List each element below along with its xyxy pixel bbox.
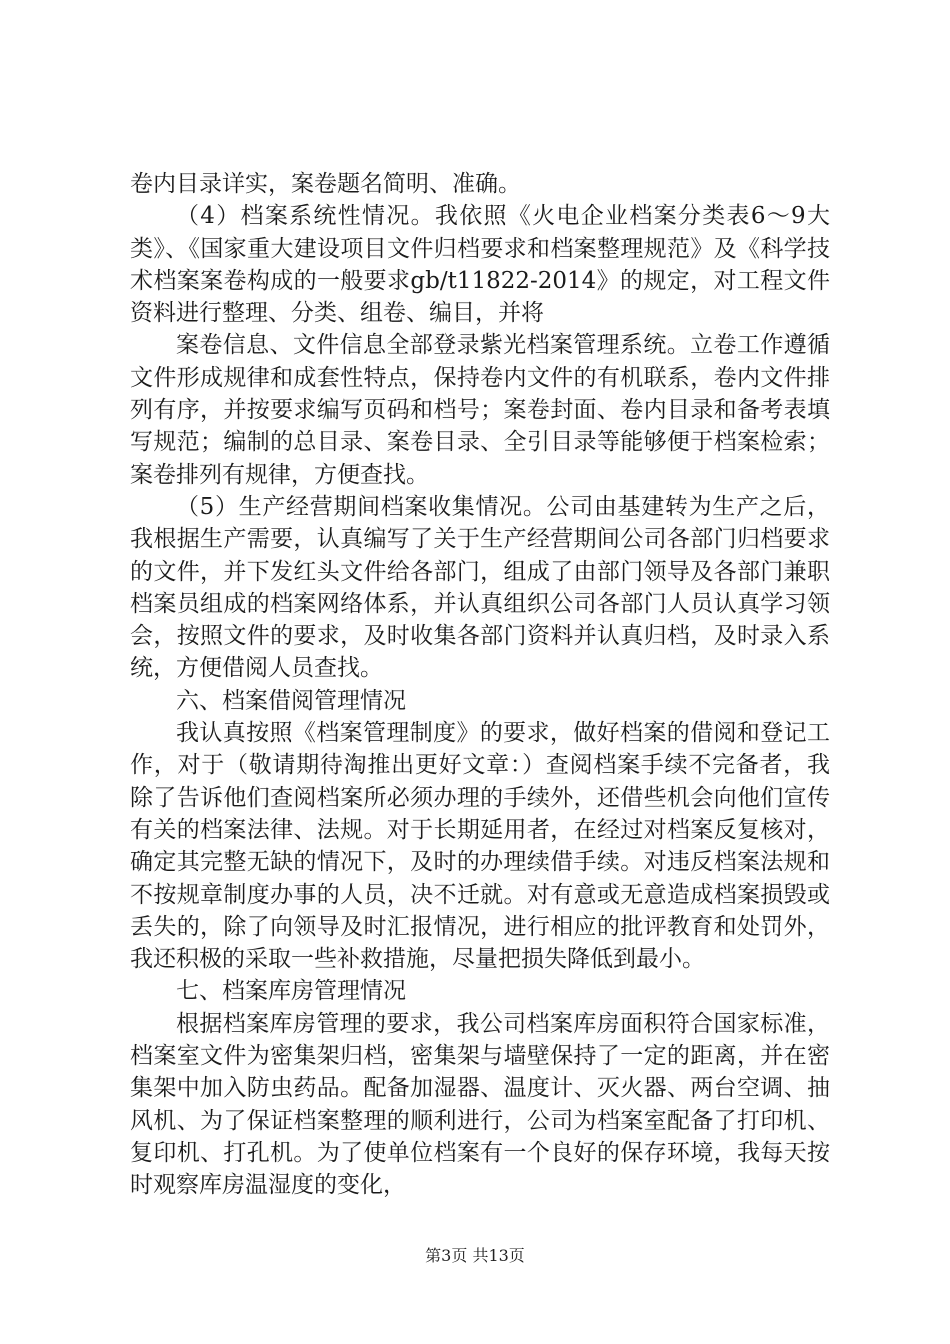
- section-heading: 七、档案库房管理情况: [176, 978, 406, 1005]
- paragraph: （5）生产经营期间档案收集情况。公司由基建转为生产之后，我根据生产需要，认真编写了关于生产经营期间公司各部门归档要求的文件，并下发红头文件给各部门，组成了由部门领导及各部门兼职档案员组成的档案网络体系，并认真组织公司各部门人员认真学习领会，按照文件的要求，及时收集各部门资料并认真归档，及时录入系统，方便借阅人员查找。: [130, 493, 830, 682]
- paragraph: 卷内目录详实，案卷题名简明、准确。: [130, 171, 521, 197]
- paragraph: 我认真按照《档案管理制度》的要求，做好档案的借阅和登记工作，对于（敬请期待淘推出更好文章：）查阅档案手续不完备者，我除了告诉他们查阅档案所必须办理的手续外，还借些机会向他们宣传有关的档案法律、法规。对于长期延用者，在经过对档案反复核对，确定其完整无缺的情况下，及时的办理续借手续。对违反档案法规和不按规章制度办事的人员，决不迁就。对有意或无意造成档案损毁或丢失的，除了向领导及时汇报情况，进行相应的批评教育和处罚外，我还积极的采取一些补救措施，尽量把损失降低到最小。: [130, 720, 830, 973]
- paragraph: 案卷信息、文件信息全部登录紫光档案管理系统。立卷工作遵循文件形成规律和成套性特点，保持卷内文件的有机联系，卷内文件排列有序，并按要求编写页码和档号；案卷封面、卷内目录和备考表填写规范；编制的总目录、案卷目录、全引目录等能够便于档案检索；案卷排列有规律，方便查找。: [130, 332, 830, 488]
- paragraph: 根据档案库房管理的要求，我公司档案库房面积符合国家标准，档案室文件为密集架归档，密集架与墙壁保持了一定的距离，并在密集架中加入防虫药品。配备加湿器、温度计、灭火器、两台空调、抽风机、为了保证档案整理的顺利进行，公司为档案室配备了打印机、复印机、打孔机。为了使单位档案有一个良好的保存环境，我每天按时观察库房温湿度的变化，: [130, 1010, 830, 1199]
- section-heading: 六、档案借阅管理情况: [176, 687, 406, 714]
- document-body: [130, 168, 830, 1202]
- paragraph: （4）档案系统性情况。我依照《火电企业档案分类表6～9大类》、《国家重大建设项目文件归档要求和档案整理规范》及《科学技术档案案卷构成的一般要求gb/t11822-2014》的规定，对工程文件资料进行整理、分类、组卷、编目，并将: [130, 203, 830, 327]
- page-number-footer: 第3页 共13页: [425, 1246, 525, 1265]
